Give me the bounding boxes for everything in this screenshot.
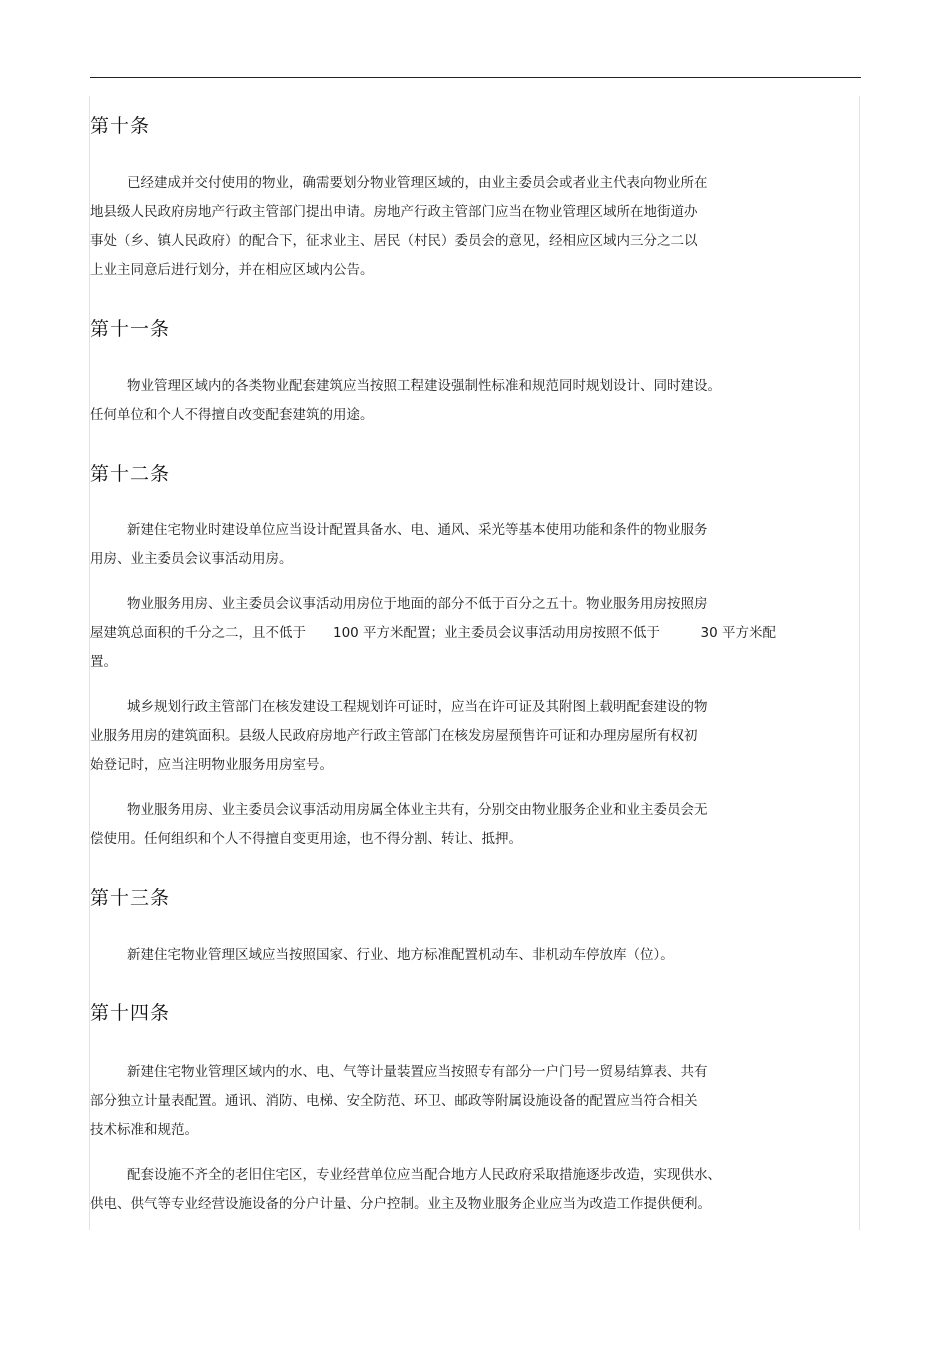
article-paragraph	[90, 372, 860, 430]
paragraph-line: 事处（乡、镇人民政府）的配合下，征求业主、居民（村民）委员会的意见，经相应区域内三分之二以	[90, 233, 698, 249]
article-paragraph	[90, 1058, 860, 1145]
paragraph-line: 业服务用房的建筑面积。县级人民政府房地产行政主管部门在核发房屋预售许可证和办理房屋所有权初	[90, 728, 698, 744]
article-paragraph	[90, 169, 860, 285]
article-heading: 第十条	[90, 115, 151, 137]
article-paragraph	[90, 1161, 860, 1219]
article-paragraph	[90, 590, 860, 677]
paragraph-line: 置。	[90, 654, 117, 670]
article-heading: 第十三条	[90, 887, 171, 909]
article-paragraph	[90, 516, 860, 574]
paragraph-line: 已经建成并交付使用的物业，确需要划分物业管理区域的，由业主委员会或者业主代表向物业所在	[127, 175, 708, 191]
article-paragraph	[90, 796, 860, 854]
article-paragraph	[90, 941, 860, 970]
paragraph-line: 新建住宅物业管理区域应当按照国家、行业、地方标准配置机动车、非机动车停放库（位）。	[127, 947, 674, 963]
paragraph-line: 部分独立计量表配置。通讯、消防、电梯、安全防范、环卫、邮政等附属设施设备的配置应当符合相关	[90, 1093, 698, 1109]
paragraph-line: 配套设施不齐全的老旧住宅区，专业经营单位应当配合地方人民政府采取措施逐步改造，实现供水、	[127, 1167, 721, 1183]
paragraph-line: 始登记时，应当注明物业服务用房室号。	[90, 757, 333, 773]
paragraph-line: 供电、供气等专业经营设施设备的分户计量、分户控制。业主及物业服务企业应当为改造工作提供便利。	[90, 1196, 711, 1212]
paragraph-line: 上业主同意后进行划分，并在相应区域内公告。	[90, 262, 374, 278]
paragraph-line: 物业服务用房、业主委员会议事活动用房位于地面的部分不低于百分之五十。物业服务用房按照房	[127, 596, 708, 612]
header-rule	[90, 77, 861, 78]
article-heading: 第十二条	[90, 463, 171, 485]
paragraph-line: 任何单位和个人不得擅自改变配套建筑的用途。	[90, 407, 374, 423]
article-heading: 第十四条	[90, 1002, 171, 1024]
paragraph-line: 屋建筑总面积的千分之二，且不低于 100 平方米配置；业主委员会议事活动用房按照不低于 30 平方米配	[90, 625, 777, 641]
paragraph-line: 物业服务用房、业主委员会议事活动用房属全体业主共有，分别交由物业服务企业和业主委员会无	[127, 802, 708, 818]
article-paragraph	[90, 693, 860, 780]
paragraph-line: 用房、业主委员会议事活动用房。	[90, 551, 293, 567]
paragraph-line: 新建住宅物业管理区域内的水、电、气等计量装置应当按照专有部分一户门号一贸易结算表、共有	[127, 1064, 708, 1080]
paragraph-line: 地县级人民政府房地产行政主管部门提出申请。房地产行政主管部门应当在物业管理区域所在地街道办	[90, 204, 698, 220]
paragraph-line: 物业管理区域内的各类物业配套建筑应当按照工程建设强制性标准和规范同时规划设计、同时建设。	[127, 378, 721, 394]
paragraph-line: 新建住宅物业时建设单位应当设计配置具备水、电、通风、采光等基本使用功能和条件的物业服务	[127, 522, 708, 538]
paragraph-line: 城乡规划行政主管部门在核发建设工程规划许可证时，应当在许可证及其附图上载明配套建设的物	[127, 699, 708, 715]
article-heading: 第十一条	[90, 318, 171, 340]
paragraph-line: 技术标准和规范。	[90, 1122, 198, 1138]
paragraph-line: 偿使用。任何组织和个人不得擅自变更用途，也不得分割、转让、抵押。	[90, 831, 522, 847]
